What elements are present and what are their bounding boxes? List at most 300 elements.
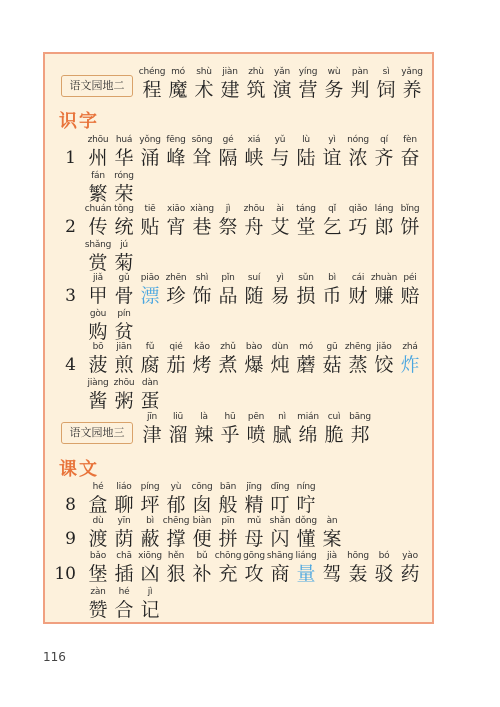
pinyin: bǔ <box>196 551 208 561</box>
vocab-char <box>190 515 214 551</box>
vocab-char <box>86 341 110 377</box>
hanzi: 州 <box>88 147 108 169</box>
hanzi: 务 <box>324 79 344 101</box>
vocab-char <box>320 134 344 170</box>
pinyin: mián <box>297 412 319 422</box>
hanzi: 奋 <box>400 147 420 169</box>
vocab-char <box>242 272 266 308</box>
vocab-char <box>86 515 110 551</box>
pinyin: xiàng <box>190 204 214 214</box>
hanzi: 狠 <box>166 563 186 585</box>
hanzi: 插 <box>114 563 134 585</box>
pinyin: cōng <box>191 482 213 492</box>
hanzi: 峰 <box>166 147 186 169</box>
lesson-row-continued <box>86 239 138 275</box>
pinyin: ài <box>276 204 284 214</box>
hanzi: 祭 <box>218 216 238 238</box>
vocab-char <box>398 550 422 586</box>
pinyin: jià <box>327 551 337 561</box>
vocab-char <box>372 550 396 586</box>
hanzi: 精 <box>244 494 264 516</box>
vocab-char <box>294 515 318 551</box>
pinyin: fēng <box>166 135 186 145</box>
hanzi: 辣 <box>194 424 214 446</box>
hanzi: 饲 <box>376 79 396 101</box>
vocab-char <box>320 341 344 377</box>
pinyin: bāng <box>349 412 371 422</box>
hanzi: 充 <box>218 563 238 585</box>
hanzi: 坪 <box>140 494 160 516</box>
vocab-char <box>372 341 396 377</box>
hanzi: 母 <box>244 528 264 550</box>
pinyin: qí <box>380 135 388 145</box>
vocab-char <box>112 239 136 275</box>
pinyin: xiá <box>247 135 261 145</box>
vocab-char <box>268 134 292 170</box>
hanzi: 腐 <box>140 354 160 376</box>
vocab-char <box>112 170 136 206</box>
pinyin: liū <box>172 412 184 422</box>
vocab-char <box>86 203 110 239</box>
pinyin: suí <box>247 273 261 283</box>
pinyin: sì <box>382 67 390 77</box>
vocab-char <box>346 134 370 170</box>
vocab-char <box>86 481 110 517</box>
pinyin: shāng <box>266 551 294 561</box>
pinyin: jiǎ <box>93 273 103 283</box>
pinyin: yīn <box>117 516 131 526</box>
pinyin: tiē <box>144 204 156 214</box>
pinyin: yì <box>328 135 336 145</box>
vocab-char <box>374 66 398 102</box>
hanzi: 攻 <box>244 563 264 585</box>
hanzi: 养 <box>402 79 422 101</box>
lesson-row <box>86 481 320 517</box>
pinyin: jì <box>225 204 231 214</box>
pinyin: bì <box>146 516 154 526</box>
pinyin: hū <box>224 412 236 422</box>
hanzi: 饼 <box>400 216 420 238</box>
vocab-char <box>216 203 240 239</box>
vocab-char <box>268 550 292 586</box>
pinyin: gòu <box>89 309 107 319</box>
vocab-char <box>112 377 136 413</box>
vocab-char <box>192 66 216 102</box>
hanzi: 品 <box>218 285 238 307</box>
hanzi: 撑 <box>166 528 186 550</box>
pinyin: jiǎo <box>376 342 392 352</box>
hanzi: 菠 <box>88 354 108 376</box>
pinyin: shì <box>195 273 209 283</box>
vocab-char <box>372 272 396 308</box>
pinyin: mǔ <box>246 516 262 526</box>
hanzi: 峡 <box>244 147 264 169</box>
pinyin: dīng <box>270 482 290 492</box>
vocab-char <box>294 272 318 308</box>
hanzi: 茄 <box>166 354 186 376</box>
vocab-char <box>216 272 240 308</box>
hanzi: 财 <box>348 285 368 307</box>
vocab-char <box>112 272 136 308</box>
hanzi: 粥 <box>114 390 134 412</box>
vocab-char <box>166 66 190 102</box>
hanzi: 饺 <box>374 354 394 376</box>
pinyin: chā <box>116 551 132 561</box>
vocab-char <box>322 66 346 102</box>
lesson-row <box>86 134 424 170</box>
vocab-char <box>112 308 136 344</box>
vocab-char <box>242 515 266 551</box>
pinyin: qiǎo <box>348 204 368 214</box>
hanzi: 腻 <box>272 424 292 446</box>
lesson-row-continued <box>86 170 138 206</box>
hanzi: 传 <box>88 216 108 238</box>
pinyin: bó <box>378 551 390 561</box>
vocab-char <box>86 308 110 344</box>
pinyin: jì <box>147 587 153 597</box>
pinyin: liáo <box>116 482 132 492</box>
pinyin: píng <box>140 482 160 492</box>
vocab-char <box>268 203 292 239</box>
hanzi: 蔽 <box>140 528 160 550</box>
pinyin: nóng <box>347 135 369 145</box>
pinyin: wù <box>327 67 341 77</box>
hanzi: 赚 <box>374 285 394 307</box>
hanzi: 喷 <box>246 424 266 446</box>
pinyin: chuán <box>84 204 112 214</box>
vocab-char <box>86 272 110 308</box>
hanzi: 堡 <box>88 563 108 585</box>
vocab-char <box>164 515 188 551</box>
vocab-char <box>112 341 136 377</box>
vocab-char <box>112 550 136 586</box>
vocab-char <box>398 341 422 377</box>
pinyin: zhǔ <box>220 342 236 352</box>
vocab-char <box>138 377 162 413</box>
vocab-char <box>190 341 214 377</box>
hanzi: 巷 <box>192 216 212 238</box>
pinyin: zhuàn <box>370 273 398 283</box>
hanzi: 巧 <box>348 216 368 238</box>
hanzi: 乎 <box>220 424 240 446</box>
hanzi: 谊 <box>322 147 342 169</box>
vocab-char <box>244 66 268 102</box>
hanzi: 营 <box>298 79 318 101</box>
pinyin: hé <box>92 482 104 492</box>
vocab-char <box>138 515 162 551</box>
vocab-char <box>192 411 216 447</box>
hanzi: 齐 <box>374 147 394 169</box>
pinyin: pàn <box>351 67 369 77</box>
hanzi: 术 <box>194 79 214 101</box>
vocab-char <box>320 203 344 239</box>
lesson-number: 1 <box>65 148 76 168</box>
pinyin: jiàng <box>87 378 109 388</box>
vocab-char <box>138 481 162 517</box>
hanzi: 涌 <box>140 147 160 169</box>
hanzi: 案 <box>322 528 342 550</box>
pinyin: shǎn <box>269 516 291 526</box>
hanzi: 耸 <box>192 147 212 169</box>
page-number: 116 <box>43 650 66 664</box>
vocab-char <box>296 411 320 447</box>
vocab-char <box>270 66 294 102</box>
hanzi: 统 <box>114 216 134 238</box>
vocab-char <box>320 515 344 551</box>
pinyin: pǐn <box>221 273 235 283</box>
pinyin: zhēng <box>344 342 372 352</box>
hanzi: 漂 <box>140 285 160 307</box>
hanzi: 咛 <box>296 494 316 516</box>
hanzi: 合 <box>114 599 134 621</box>
vocab-char <box>400 66 424 102</box>
hanzi: 蘑 <box>296 354 316 376</box>
vocab-char <box>268 481 292 517</box>
pinyin: biàn <box>192 516 212 526</box>
pinyin: gé <box>222 135 234 145</box>
pinyin: táng <box>296 204 316 214</box>
pinyin: yì <box>276 273 284 283</box>
pinyin: dàn <box>141 378 159 388</box>
hanzi: 津 <box>142 424 162 446</box>
vocab-char <box>216 515 240 551</box>
hanzi: 魔 <box>168 79 188 101</box>
hanzi: 拼 <box>218 528 238 550</box>
hanzi: 便 <box>192 528 212 550</box>
hanzi: 爆 <box>244 354 264 376</box>
vocab-char <box>320 550 344 586</box>
lesson-row <box>86 272 424 308</box>
vocab-char <box>398 272 422 308</box>
vocab-char <box>216 550 240 586</box>
lesson-number: 3 <box>65 286 76 306</box>
lesson-row-continued <box>86 308 138 344</box>
vocab-char <box>138 134 162 170</box>
hanzi: 华 <box>114 147 134 169</box>
vocab-char <box>112 481 136 517</box>
vocab-char <box>138 272 162 308</box>
pinyin: cuì <box>327 412 341 422</box>
hanzi: 记 <box>140 599 160 621</box>
vocab-char <box>164 481 188 517</box>
hanzi: 赏 <box>88 252 108 274</box>
vocab-char <box>242 481 266 517</box>
hanzi: 宵 <box>166 216 186 238</box>
hanzi: 蒸 <box>348 354 368 376</box>
pinyin: yào <box>402 551 418 561</box>
vocab-char <box>138 550 162 586</box>
hanzi: 补 <box>192 563 212 585</box>
pinyin: bǐng <box>400 204 420 214</box>
vocab-char <box>190 481 214 517</box>
vocab-char <box>346 341 370 377</box>
pinyin: níng <box>296 482 316 492</box>
lesson-row-continued <box>86 586 164 622</box>
pinyin: gū <box>326 342 338 352</box>
pinyin: sǔn <box>298 273 314 283</box>
vocab-char <box>270 411 294 447</box>
hanzi: 堂 <box>296 216 316 238</box>
hanzi: 程 <box>142 79 162 101</box>
vocab-char <box>346 203 370 239</box>
pinyin: jiān <box>116 342 132 352</box>
pinyin: huá <box>115 135 133 145</box>
pinyin: yǎn <box>274 67 290 77</box>
vocab-char <box>296 66 320 102</box>
vocab-char <box>398 203 422 239</box>
pinyin: mó <box>299 342 313 352</box>
vocab-char <box>348 411 372 447</box>
pinyin: yǒng <box>139 135 161 145</box>
pinyin: bǎo <box>89 551 107 561</box>
vocab-char <box>138 341 162 377</box>
hanzi: 甲 <box>88 285 108 307</box>
pinyin: là <box>200 412 208 422</box>
hanzi: 浓 <box>348 147 368 169</box>
vocab-char <box>294 341 318 377</box>
pinyin: shù <box>196 67 212 77</box>
section-title-literacy: 识字 <box>59 111 99 132</box>
vocab-char <box>322 411 346 447</box>
review-2-row <box>140 66 426 102</box>
vocab-char <box>164 341 188 377</box>
hanzi: 损 <box>296 285 316 307</box>
pinyin: hěn <box>167 551 185 561</box>
hanzi: 判 <box>350 79 370 101</box>
pinyin: nì <box>278 412 286 422</box>
vocab-char <box>242 550 266 586</box>
pinyin: láng <box>374 204 394 214</box>
vocab-char <box>112 134 136 170</box>
hanzi: 烤 <box>192 354 212 376</box>
pinyin: jiàn <box>222 67 238 77</box>
vocab-char <box>346 550 370 586</box>
hanzi: 驳 <box>374 563 394 585</box>
vocab-char <box>112 203 136 239</box>
pinyin: zhōu <box>113 378 135 388</box>
hanzi: 绵 <box>298 424 318 446</box>
hanzi: 闪 <box>270 528 290 550</box>
vocab-char <box>216 134 240 170</box>
hanzi: 艾 <box>270 216 290 238</box>
hanzi: 叮 <box>270 494 290 516</box>
hanzi: 脆 <box>324 424 344 446</box>
pinyin: yù <box>170 482 182 492</box>
lesson-row <box>86 515 346 551</box>
vocab-char <box>346 272 370 308</box>
vocab-char <box>112 515 136 551</box>
vocab-char <box>86 170 110 206</box>
pinyin: chéng <box>138 67 166 77</box>
pinyin: shǎng <box>84 240 112 250</box>
hanzi: 郎 <box>374 216 394 238</box>
pinyin: chōng <box>214 551 242 561</box>
pinyin: péi <box>403 273 417 283</box>
pinyin: jīn <box>146 412 158 422</box>
hanzi: 骨 <box>114 285 134 307</box>
vocab-char <box>164 134 188 170</box>
hanzi: 演 <box>272 79 292 101</box>
pinyin: fán <box>91 171 105 181</box>
pinyin: gōng <box>243 551 265 561</box>
hanzi: 赔 <box>400 285 420 307</box>
pinyin: xiōng <box>138 551 162 561</box>
pinyin: zhōu <box>87 135 109 145</box>
lesson-number: 2 <box>65 217 76 237</box>
pinyin: xiāo <box>166 204 186 214</box>
vocab-char <box>190 203 214 239</box>
pinyin: chēng <box>162 516 190 526</box>
vocab-char <box>268 341 292 377</box>
vocab-char <box>190 134 214 170</box>
pinyin: pīn <box>221 516 235 526</box>
hanzi: 荣 <box>114 183 134 205</box>
pinyin: bō <box>92 342 104 352</box>
hanzi: 赞 <box>88 599 108 621</box>
hanzi: 随 <box>244 285 264 307</box>
hanzi: 与 <box>270 147 290 169</box>
vocab-char <box>294 203 318 239</box>
hanzi: 易 <box>270 285 290 307</box>
vocab-char <box>164 550 188 586</box>
pinyin: lù <box>302 135 310 145</box>
vocab-char <box>218 66 242 102</box>
lesson-row-continued <box>86 377 164 413</box>
vocab-char <box>86 377 110 413</box>
hanzi: 轰 <box>348 563 368 585</box>
vocab-char <box>398 134 422 170</box>
hanzi: 溜 <box>168 424 188 446</box>
pinyin: dùn <box>271 342 289 352</box>
pinyin: yǔ <box>274 135 286 145</box>
lesson-row <box>86 203 424 239</box>
pinyin: qǐ <box>328 204 336 214</box>
pinyin: bào <box>245 342 263 352</box>
hanzi: 驾 <box>322 563 342 585</box>
hanzi: 蛋 <box>140 390 160 412</box>
pinyin: mó <box>171 67 185 77</box>
pinyin: jú <box>120 240 128 250</box>
hanzi: 懂 <box>296 528 316 550</box>
vocab-char <box>268 272 292 308</box>
hanzi: 荫 <box>114 528 134 550</box>
pinyin: pēn <box>247 412 265 422</box>
vocab-char <box>190 272 214 308</box>
review-3-label: 语文园地三 <box>61 422 133 444</box>
pinyin: qié <box>169 342 183 352</box>
pinyin: fǔ <box>145 342 155 352</box>
hanzi: 购 <box>88 321 108 343</box>
hanzi: 陆 <box>296 147 316 169</box>
pinyin: zhēn <box>165 273 187 283</box>
pinyin: zhá <box>402 342 418 352</box>
vocab-char <box>242 341 266 377</box>
hanzi: 药 <box>400 563 420 585</box>
vocab-char <box>138 586 162 622</box>
hanzi: 建 <box>220 79 240 101</box>
vocab-char <box>166 411 190 447</box>
vocab-char <box>140 66 164 102</box>
pinyin: dǒng <box>295 516 317 526</box>
vocab-char <box>86 134 110 170</box>
hanzi: 币 <box>322 285 342 307</box>
hanzi: 般 <box>218 494 238 516</box>
vocab-char <box>138 203 162 239</box>
hanzi: 聊 <box>114 494 134 516</box>
pinyin: tǒng <box>114 204 134 214</box>
pinyin: zàn <box>90 587 106 597</box>
hanzi: 舟 <box>244 216 264 238</box>
